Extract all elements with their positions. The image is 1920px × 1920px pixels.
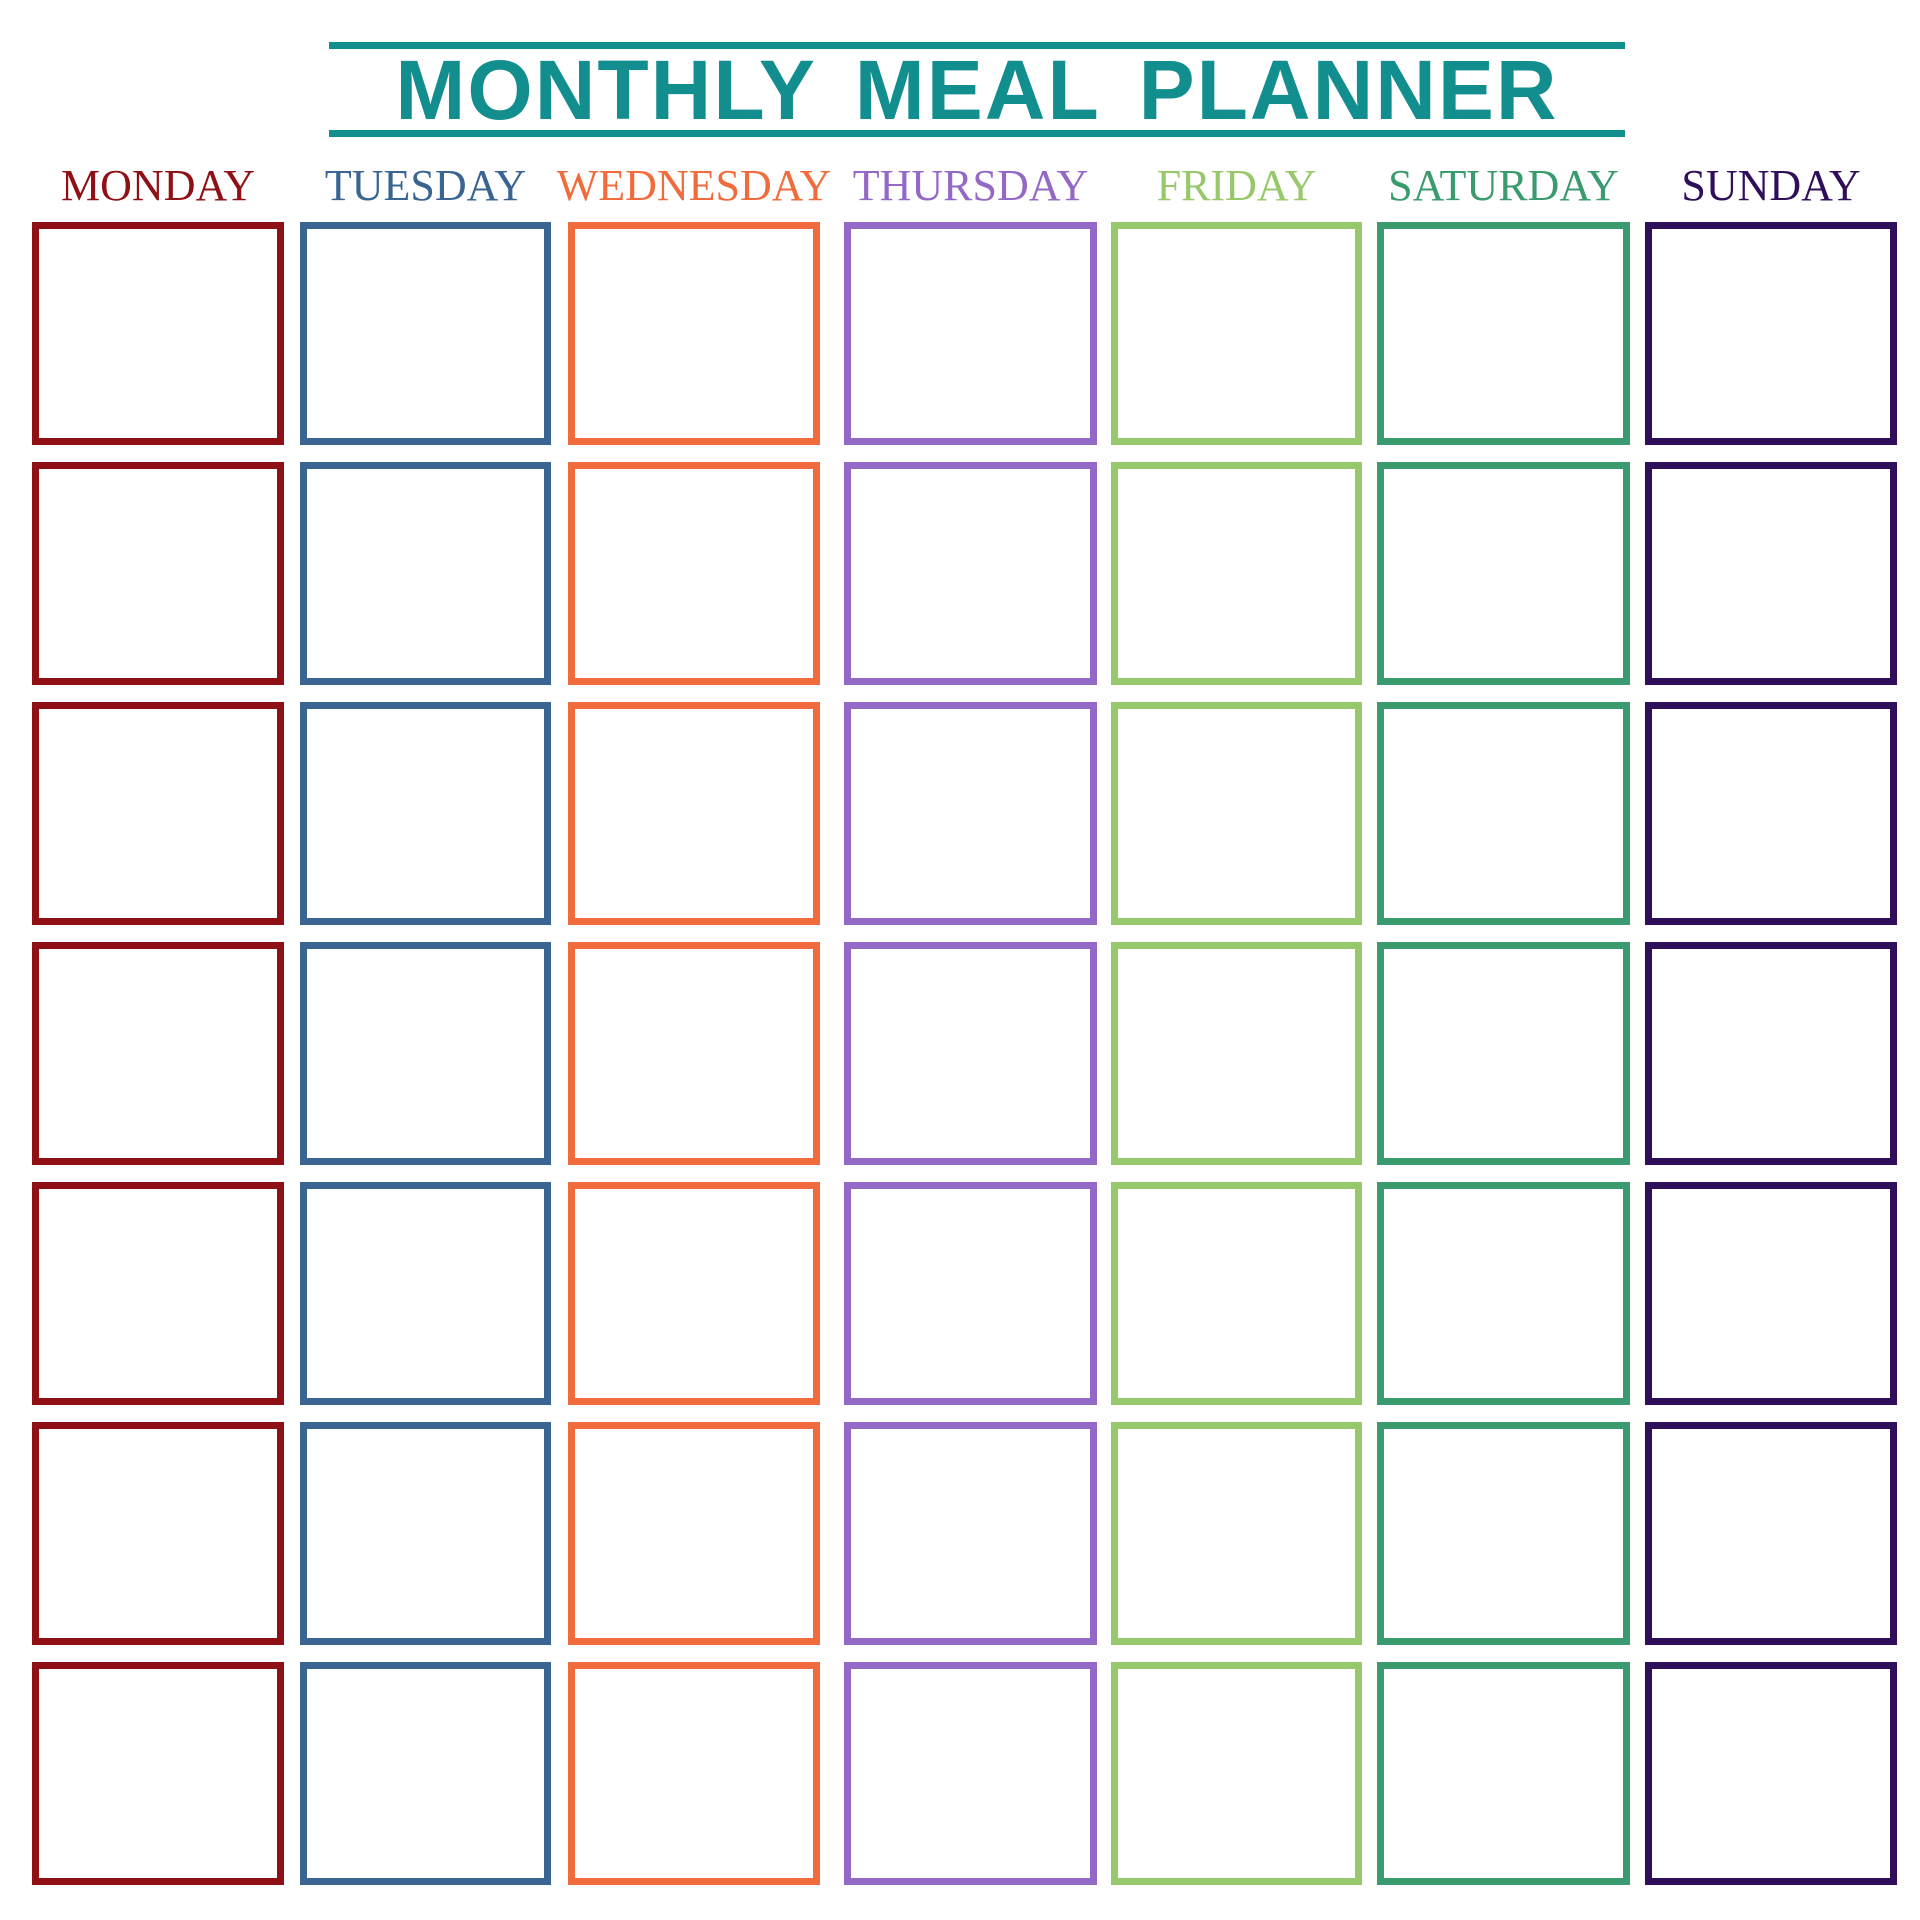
day-header-wednesday: WEDNESDAY [556, 161, 832, 210]
meal-box-thursday-week-1[interactable] [844, 222, 1097, 445]
page-title: MONTHLY MEAL PLANNER [395, 42, 1559, 137]
meal-box-saturday-week-2[interactable] [1377, 462, 1630, 685]
meal-box-thursday-week-6[interactable] [844, 1422, 1097, 1645]
meal-box-wednesday-week-5[interactable] [568, 1182, 820, 1405]
meal-box-sunday-week-4[interactable] [1645, 942, 1897, 1165]
meal-box-wednesday-week-7[interactable] [568, 1662, 820, 1885]
meal-box-tuesday-week-1[interactable] [300, 222, 551, 445]
meal-box-saturday-week-5[interactable] [1377, 1182, 1630, 1405]
meal-box-thursday-week-3[interactable] [844, 702, 1097, 925]
meal-box-friday-week-3[interactable] [1111, 702, 1362, 925]
meal-box-thursday-week-4[interactable] [844, 942, 1097, 1165]
meal-box-saturday-week-6[interactable] [1377, 1422, 1630, 1645]
meal-box-friday-week-2[interactable] [1111, 462, 1362, 685]
meal-box-monday-week-6[interactable] [32, 1422, 284, 1645]
meal-box-monday-week-5[interactable] [32, 1182, 284, 1405]
meal-box-saturday-week-4[interactable] [1377, 942, 1630, 1165]
day-header-tuesday: TUESDAY [324, 161, 527, 210]
meal-box-friday-week-4[interactable] [1111, 942, 1362, 1165]
meal-box-monday-week-3[interactable] [32, 702, 284, 925]
meal-box-friday-week-6[interactable] [1111, 1422, 1362, 1645]
meal-box-tuesday-week-5[interactable] [300, 1182, 551, 1405]
meal-box-monday-week-4[interactable] [32, 942, 284, 1165]
meal-box-sunday-week-3[interactable] [1645, 702, 1897, 925]
meal-box-saturday-week-1[interactable] [1377, 222, 1630, 445]
meal-box-tuesday-week-6[interactable] [300, 1422, 551, 1645]
meal-box-wednesday-week-3[interactable] [568, 702, 820, 925]
meal-box-sunday-week-6[interactable] [1645, 1422, 1897, 1645]
meal-box-sunday-week-7[interactable] [1645, 1662, 1897, 1885]
meal-box-friday-week-1[interactable] [1111, 222, 1362, 445]
meal-box-tuesday-week-7[interactable] [300, 1662, 551, 1885]
meal-box-thursday-week-7[interactable] [844, 1662, 1097, 1885]
meal-box-friday-week-7[interactable] [1111, 1662, 1362, 1885]
meal-box-monday-week-7[interactable] [32, 1662, 284, 1885]
meal-box-wednesday-week-1[interactable] [568, 222, 820, 445]
meal-box-tuesday-week-3[interactable] [300, 702, 551, 925]
meal-box-wednesday-week-2[interactable] [568, 462, 820, 685]
meal-box-tuesday-week-4[interactable] [300, 942, 551, 1165]
meal-box-thursday-week-2[interactable] [844, 462, 1097, 685]
meal-box-sunday-week-5[interactable] [1645, 1182, 1897, 1405]
meal-box-tuesday-week-2[interactable] [300, 462, 551, 685]
meal-box-monday-week-2[interactable] [32, 462, 284, 685]
meal-box-monday-week-1[interactable] [32, 222, 284, 445]
meal-box-wednesday-week-4[interactable] [568, 942, 820, 1165]
day-header-friday: FRIDAY [1156, 161, 1317, 210]
day-header-saturday: SATURDAY [1388, 161, 1619, 210]
day-header-thursday: THURSDAY [852, 161, 1089, 210]
meal-box-saturday-week-3[interactable] [1377, 702, 1630, 925]
meal-box-thursday-week-5[interactable] [844, 1182, 1097, 1405]
meal-box-sunday-week-2[interactable] [1645, 462, 1897, 685]
meal-box-friday-week-5[interactable] [1111, 1182, 1362, 1405]
meal-box-saturday-week-7[interactable] [1377, 1662, 1630, 1885]
meal-box-wednesday-week-6[interactable] [568, 1422, 820, 1645]
title-banner [329, 42, 1625, 137]
day-header-sunday: SUNDAY [1681, 161, 1861, 210]
meal-box-sunday-week-1[interactable] [1645, 222, 1897, 445]
day-header-monday: MONDAY [61, 161, 255, 210]
